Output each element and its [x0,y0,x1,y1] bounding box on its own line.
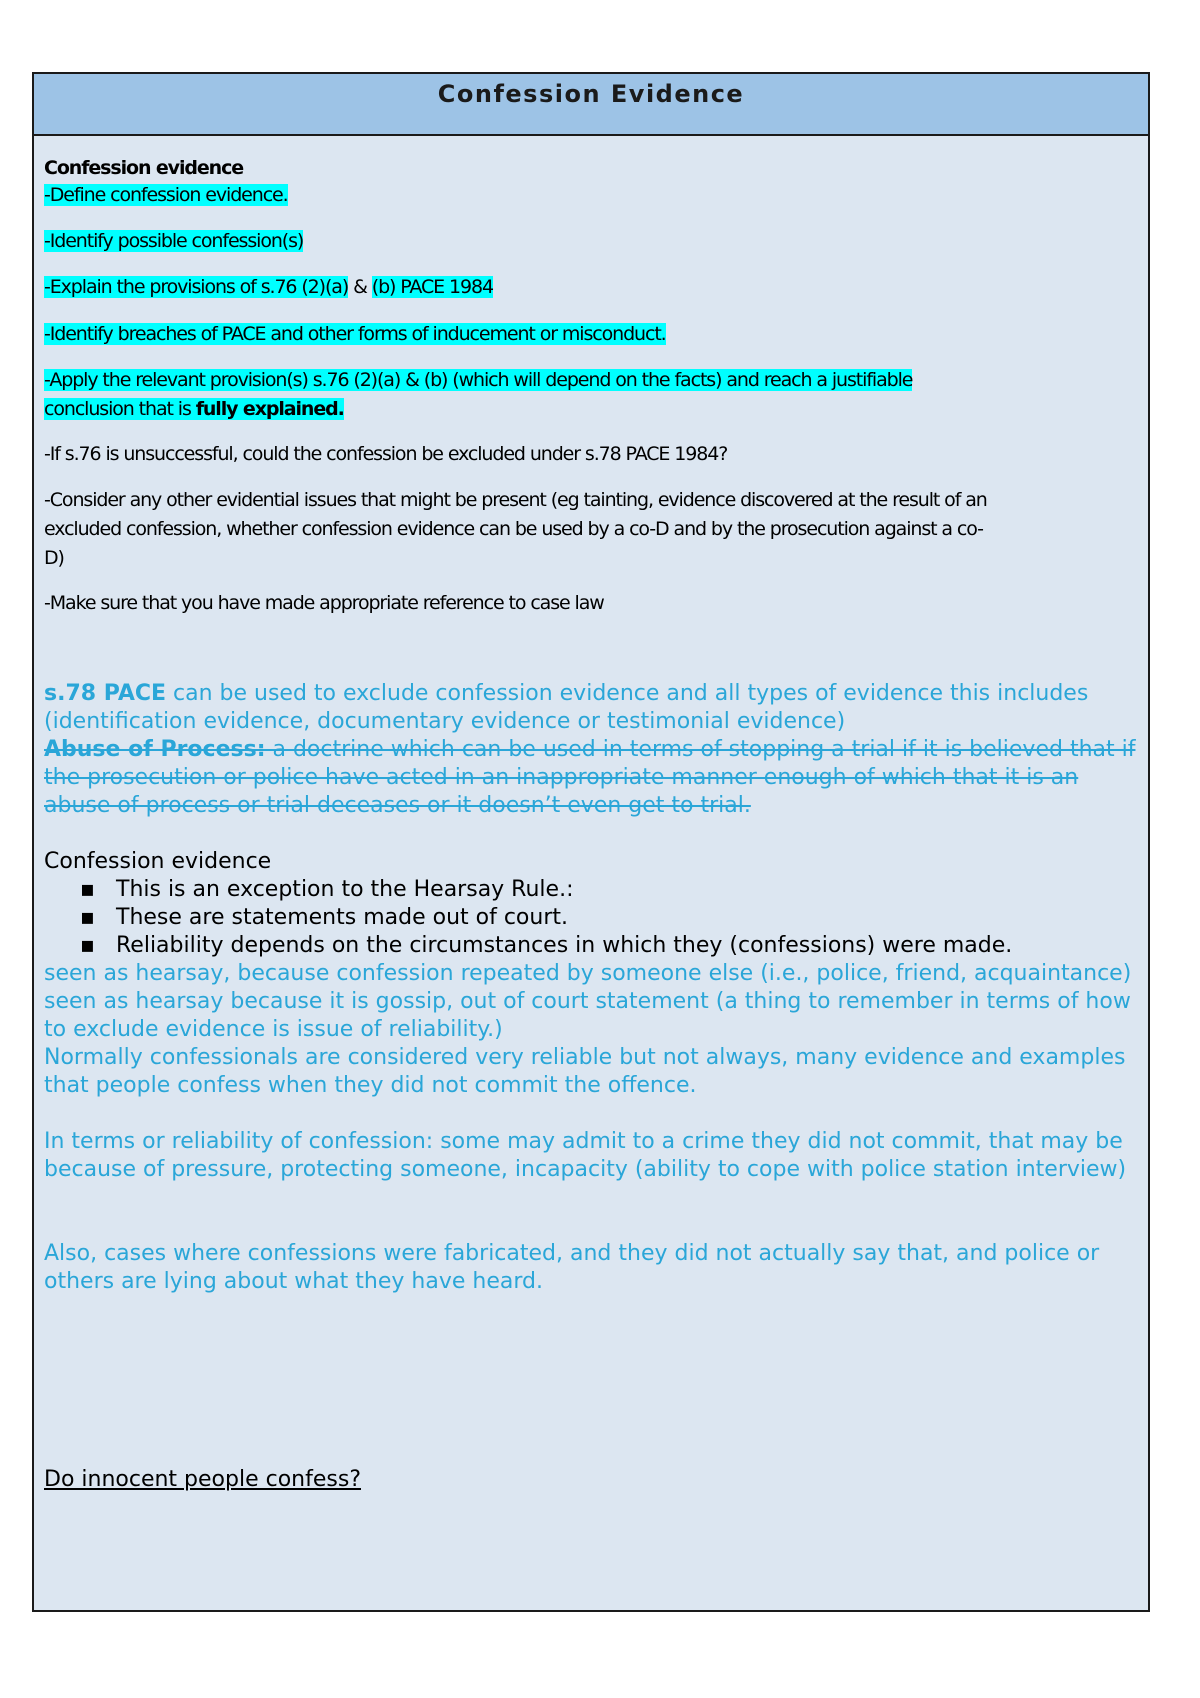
task-apply: -Apply the relevant provision(s) s.76 (2)(a) & (b) (which will depend on the facts) and reach a justifiable conclusion that is fully explained. [44,369,913,420]
confession-heading: Confession evidence [44,849,272,874]
note-hearsay: seen as hearsay, because confession repeated by someone else (i.e., police, friend, acquaintance) seen as hearsay because it is gossip, out of court statement (a thing to remember in terms of how to exclude evidence is issue of reliability.) [44,961,1132,1042]
task-case-law: -Make sure that you have made appropriate reference to case law [44,592,604,614]
note-fabricated: Also, cases where confessions were fabricated, and they did not actually say that, and police or others are lying about what they have heard. [44,1241,1100,1294]
note-s78: s.78 PACE can be used to exclude confession evidence and all types of evidence this includes (identification evidence, documentary evidence or testimonial evidence) [44,681,1089,734]
task-other-issues: -Consider any other evidential issues that might be present (eg tainting, evidence discovered at the result of an excluded confession, whether confession evidence can be used by a co-D and by the prosecution against a co- D) [44,489,987,569]
title-bar [34,74,1148,136]
task-explain: -Explain the provisions of s.76 (2)(a) & (b) PACE 1984 [44,276,493,298]
list-item: ▪ Reliability depends on the circumstances in which they (confessions) were made. [44,932,1140,960]
task-identify: -Identify possible confession(s) [44,230,304,252]
note-abuse-of-process: Abuse of Process: a doctrine which can be used in terms of stopping a trial if it is believed that if the prosecution or police have acted in an inappropriate manner enough of which that it is an abuse of process or trial deceases or it doesn’t even get to trial. [44,737,1136,818]
innocent-question: Do innocent people confess? [44,1467,361,1492]
page-title: Confession Evidence [437,80,745,108]
task-s78: -If s.76 is unsuccessful, could the confession be excluded under s.78 PACE 1984? [44,443,728,465]
document-box [32,72,1150,1612]
list-item: ▪ This is an exception to the Hearsay Rule.: [44,876,1140,904]
confession-evidence-section [44,848,1140,960]
note-reliability: In terms or reliability of confession: some may admit to a crime they did not commit, that may be because of pressure, protecting someone, incapacity (ability to cope with police station interview) [44,1129,1127,1182]
section-heading: Confession evidence [44,157,244,179]
note-reliable: Normally confessionals are considered very reliable but not always, many evidence and examples that people confess when they did not commit the offence. [44,1045,1126,1098]
task-define: -Define confession evidence. [44,184,288,206]
task-breaches: -Identify breaches of PACE and other forms of inducement or misconduct. [44,323,666,345]
list-item: ▪ These are statements made out of court. [44,904,1140,932]
confession-bullets [44,876,1140,960]
